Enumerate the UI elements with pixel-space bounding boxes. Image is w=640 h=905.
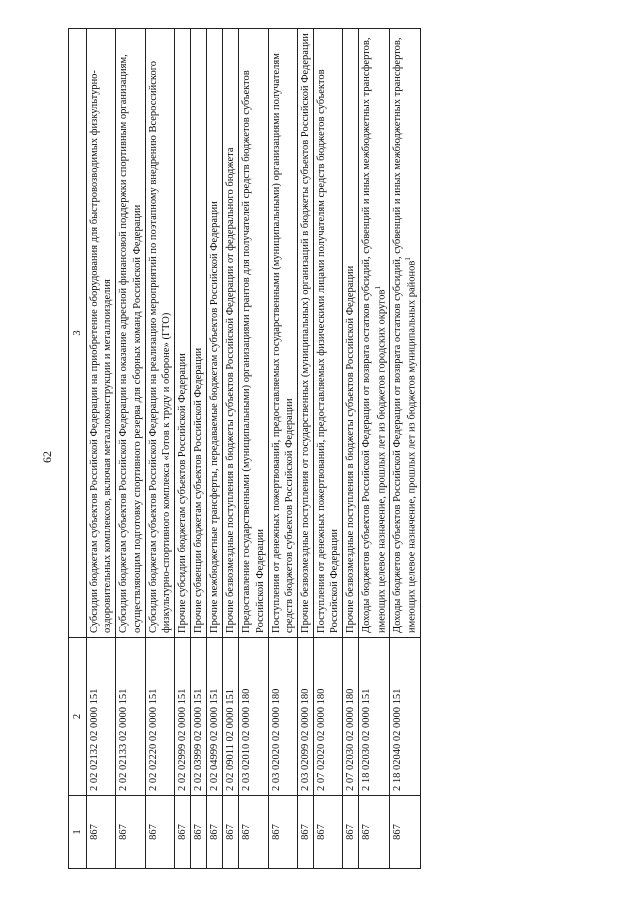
admin-code-cell: 867 — [297, 796, 313, 869]
description-text: Субсидии бюджетам субъектов Российской Федерации на оказание адресной финансовой поддержки спортивным организациям, осуществляющим подготовку спортивного резерва для сборных команд Российской Федерации — [118, 54, 143, 633]
table-row — [314, 29, 343, 869]
description-text: Предоставление государственными (муниципальными) организациями грантов для получателей средств бюджетов субъектов Российской Федерации — [241, 70, 266, 633]
description-text: Прочие безвозмездные поступления в бюджеты субъектов Российской Федерации — [345, 265, 357, 633]
budget-code-cell: 2 02 04999 02 0000 151 — [207, 638, 223, 796]
budget-code-cell: 2 02 09011 02 0000 151 — [223, 638, 239, 796]
admin-code-cell: 867 — [223, 796, 239, 869]
table-row — [239, 29, 268, 869]
description-cell — [343, 29, 359, 638]
admin-code-cell: 867 — [314, 796, 343, 869]
header-col-2: 2 — [69, 638, 87, 796]
budget-code-cell: 2 07 02030 02 0000 180 — [343, 638, 359, 796]
header-col-3: 3 — [69, 29, 87, 638]
description-cell — [297, 29, 313, 638]
header-col-1: 1 — [69, 796, 87, 869]
admin-code-cell: 867 — [239, 796, 268, 869]
table-row — [297, 29, 313, 869]
table-row — [87, 29, 116, 869]
table-row — [207, 29, 223, 869]
description-cell — [116, 29, 145, 638]
budget-code-cell: 2 18 02040 02 0000 151 — [390, 638, 421, 796]
table-row — [268, 29, 297, 869]
table-row — [174, 29, 190, 869]
budget-code-cell: 2 03 02099 02 0000 180 — [297, 638, 313, 796]
header-row — [69, 29, 87, 869]
description-text: Прочие межбюджетные трансферты, передаваемые бюджетам субъектов Российской Федерации — [209, 201, 221, 633]
description-text: Доходы бюджетов субъектов Российской Федерации от возврата остатков субсидий, субвенций и иных межбюджетных трансфертов, имеющих целевое назначение, прошлых лет из бюджетов городских округов — [361, 37, 387, 633]
admin-code-cell: 867 — [145, 796, 174, 869]
description-text: Поступления от денежных пожертвований, предоставляемых физическими лицами получателям средств бюджетов субъектов Российской Федерации — [316, 69, 341, 633]
table-row — [191, 29, 207, 869]
description-cell — [174, 29, 190, 638]
footnote-mark: 1 — [373, 286, 382, 290]
description-text: Поступления от денежных пожертвований, предоставляемых государственными (муниципальными) организациями получателям средств бюджетов субъектов Российской Федерации — [270, 53, 295, 633]
description-text: Прочие безвозмездные поступления в бюджеты субъектов Российской Федерации от федерального бюджета — [225, 147, 237, 633]
admin-code-cell: 867 — [174, 796, 190, 869]
budget-code-cell: 2 02 02999 02 0000 151 — [174, 638, 190, 796]
description-text: Прочие субсидии бюджетам субъектов Российской Федерации — [176, 353, 188, 633]
table-row — [390, 29, 421, 869]
description-text: Субсидии бюджетам субъектов Российской Федерации на приобретение оборудования для быстровозводимых физкультурно-оздоровительных комплексов, включая металлоконструкции и металлоизделия — [89, 70, 114, 633]
description-cell — [359, 29, 390, 638]
table-row — [359, 29, 390, 869]
page-number: 62 — [40, 451, 54, 463]
table-row — [116, 29, 145, 869]
admin-code-cell: 867 — [191, 796, 207, 869]
description-text: Субсидии бюджетам субъектов Российской Федерации на реализацию мероприятий по поэтапному внедрению Всероссийского физкультурно-спортивного комплекса «Готов к труду и обороне» (ГТО) — [147, 60, 172, 633]
budget-code-cell: 2 02 02220 02 0000 151 — [145, 638, 174, 796]
budget-code-cell: 2 02 02132 02 0000 151 — [87, 638, 116, 796]
table-row — [223, 29, 239, 869]
description-cell — [390, 29, 421, 638]
revenue-codes-table — [68, 28, 421, 869]
description-cell — [87, 29, 116, 638]
description-text: Прочие субвенции бюджетам субъектов Российской Федерации — [193, 347, 204, 633]
budget-code-cell: 2 03 02010 02 0000 180 — [239, 638, 268, 796]
footnote-mark: 1 — [404, 257, 413, 261]
description-cell — [314, 29, 343, 638]
admin-code-cell: 867 — [390, 796, 421, 869]
description-cell — [191, 29, 207, 638]
description-cell — [223, 29, 239, 638]
description-text: Прочие безвозмездные поступления от государственных (муниципальных) организаций в бюджеты субъектов Российской Федерации — [299, 33, 311, 633]
admin-code-cell: 867 — [268, 796, 297, 869]
budget-code-cell: 2 02 03999 02 0000 151 — [191, 638, 207, 796]
table-row — [343, 29, 359, 869]
description-cell — [239, 29, 268, 638]
description-cell — [268, 29, 297, 638]
description-cell — [145, 29, 174, 638]
budget-code-cell: 2 18 02030 02 0000 151 — [359, 638, 390, 796]
admin-code-cell: 867 — [87, 796, 116, 869]
budget-code-cell: 2 02 02133 02 0000 151 — [116, 638, 145, 796]
admin-code-cell: 867 — [207, 796, 223, 869]
admin-code-cell: 867 — [116, 796, 145, 869]
description-cell — [207, 29, 223, 638]
admin-code-cell: 867 — [359, 796, 390, 869]
budget-code-cell: 2 03 02020 02 0000 180 — [268, 638, 297, 796]
admin-code-cell: 867 — [343, 796, 359, 869]
description-text: Доходы бюджетов субъектов Российской Федерации от возврата остатков субсидий, субвенций и иных межбюджетных трансфертов, имеющих целевое назначение, прошлых лет из бюджетов муниципальных районов — [392, 37, 418, 633]
budget-code-cell: 2 07 02020 02 0000 180 — [314, 638, 343, 796]
table-row — [145, 29, 174, 869]
